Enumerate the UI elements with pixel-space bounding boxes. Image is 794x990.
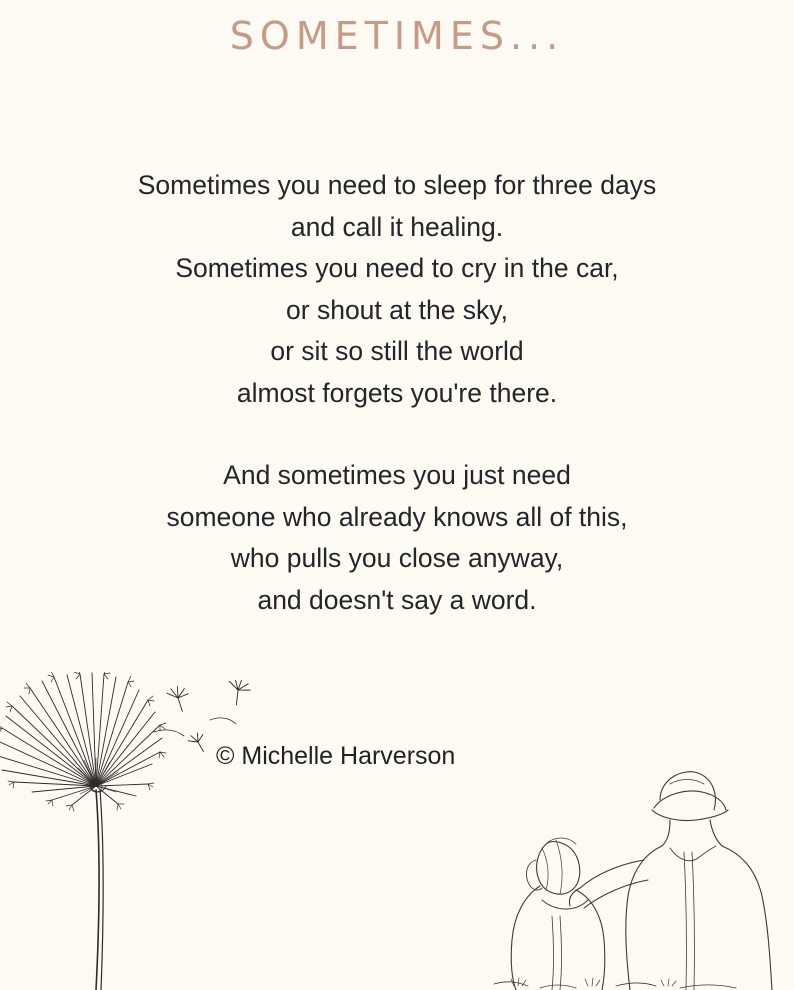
couple-illustration	[484, 740, 794, 990]
poem-line: who pulls you close anyway,	[230, 543, 564, 573]
poem-line: or sit so still the world	[270, 336, 524, 366]
flying-seeds-illustration	[150, 680, 290, 790]
poem-line: Sometimes you need to sleep for three days	[137, 170, 657, 200]
page-title: SOMETIMES...	[229, 14, 565, 58]
poem-line: almost forgets you're there.	[236, 377, 558, 408]
poem-line: and call it healing.	[290, 211, 504, 242]
author-credit: © Michelle Harverson	[216, 742, 456, 770]
stanza-divider	[0, 414, 794, 455]
poem-line: and doesn't say a word.	[257, 584, 537, 615]
poem-body	[0, 165, 794, 621]
poem-stanza-2	[0, 455, 794, 621]
poem-stanza-1	[0, 165, 794, 414]
poem-line: someone who already knows all of this,	[166, 501, 628, 532]
poem-line: And sometimes you just need	[223, 460, 571, 490]
poem-line: Sometimes you need to cry in the car,	[175, 253, 619, 283]
poem-line: or shout at the sky,	[286, 294, 508, 325]
